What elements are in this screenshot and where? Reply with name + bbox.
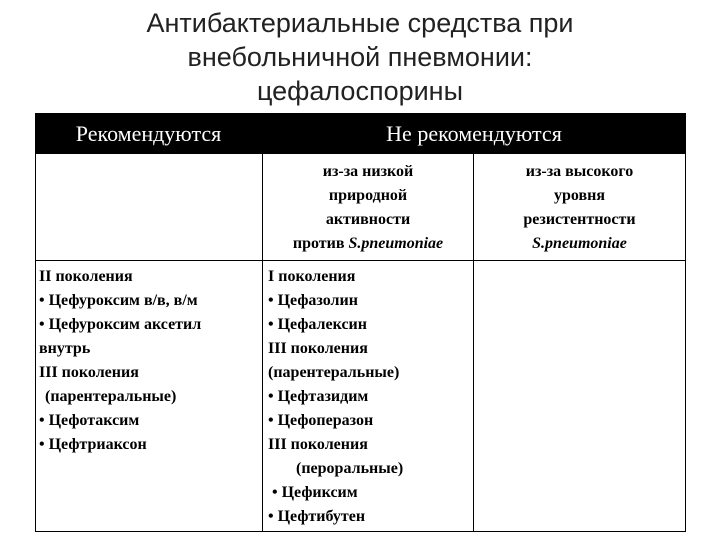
reason-line: активности — [325, 211, 411, 228]
list-item: • Цефуроксим аксетил — [39, 316, 202, 333]
list-item: • Цефоперазон — [268, 412, 374, 429]
list-item: • Цефтибутен — [268, 508, 366, 525]
title-line-3: цефалоспорины — [256, 76, 464, 106]
organism-name: S.pneumoniae — [532, 235, 627, 252]
list-item: • Цефтазидим — [268, 388, 369, 405]
list-item: • Цефтриаксон — [39, 436, 147, 453]
reason-low-activity — [263, 160, 473, 256]
title-line-1: Антибактериальные средства при — [146, 8, 574, 38]
list-item: (парентеральные) — [45, 388, 177, 405]
list-item: II поколения — [39, 268, 133, 285]
list-item: • Цефазолин — [268, 292, 358, 309]
list-item: III поколения — [268, 436, 368, 453]
row-divider — [35, 260, 686, 261]
reason-line: из-за высокого — [525, 163, 634, 180]
organism-name: S.pneumoniae — [348, 235, 444, 252]
list-item: • Цефиксим — [272, 484, 358, 501]
reason-line: природной — [328, 187, 408, 204]
list-item: III поколения — [268, 340, 368, 357]
not-recommended-drug-list — [268, 265, 472, 529]
list-item: I поколения — [268, 268, 356, 285]
list-item: внутрь — [39, 340, 91, 357]
list-item: • Цефалексин — [268, 316, 367, 333]
reason-line — [474, 232, 685, 256]
list-item: (пероральные) — [296, 460, 404, 477]
reason-prefix: против — [292, 235, 349, 252]
list-item: • Цефотаксим — [39, 412, 140, 429]
reason-high-resistance — [474, 160, 685, 256]
reason-line: уровня — [553, 187, 605, 204]
title-line-2: внебольничной пневмонии: — [187, 42, 533, 72]
cephalosporins-table — [35, 113, 686, 532]
header-recommended: Рекомендуются — [35, 113, 262, 154]
header-not-recommended: Не рекомендуются — [262, 113, 686, 154]
reason-line: из-за низкой — [322, 163, 414, 180]
reason-line: резистентности — [523, 211, 636, 228]
list-item: III поколения — [39, 364, 139, 381]
reason-line — [263, 232, 473, 256]
slide-title — [0, 6, 720, 108]
recommended-drug-list — [39, 265, 261, 457]
list-item: (парентеральные) — [268, 364, 400, 381]
list-item: • Цефуроксим в/в, в/м — [39, 292, 198, 309]
